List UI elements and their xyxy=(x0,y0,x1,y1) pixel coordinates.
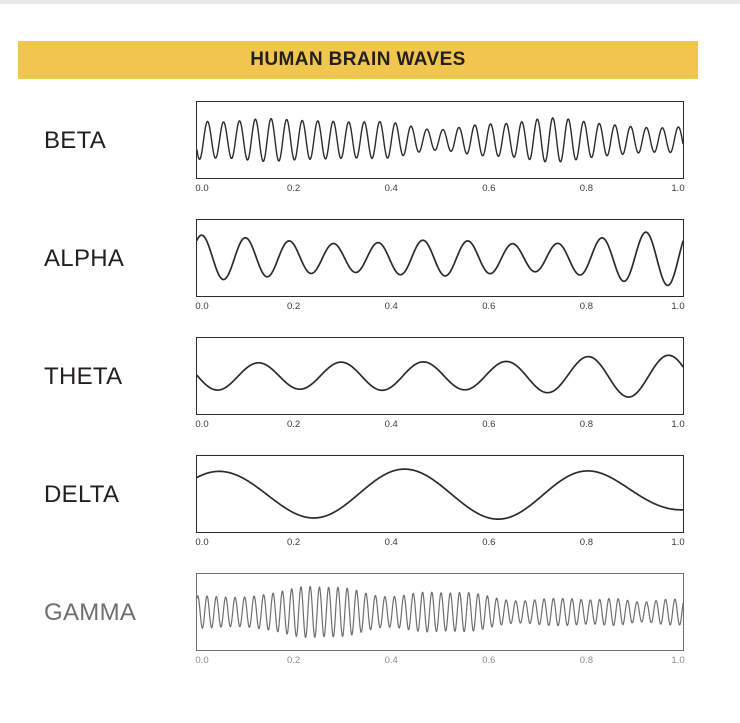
wave-plot-alpha xyxy=(196,219,684,297)
wave-row xyxy=(0,447,740,565)
axis-tick: 0.8 xyxy=(579,537,593,548)
wave-axis xyxy=(196,183,684,199)
wave-list xyxy=(0,93,740,683)
axis-tick: 0.0 xyxy=(195,655,209,666)
axis-tick: 0.0 xyxy=(195,183,209,194)
axis-tick: 0.4 xyxy=(384,655,398,666)
axis-tick: 1.0 xyxy=(671,537,685,548)
axis-tick: 0.2 xyxy=(286,537,301,548)
axis-tick: 0.4 xyxy=(384,419,398,430)
axis-tick: 0.2 xyxy=(286,655,301,666)
wave-label-beta: BETA xyxy=(44,127,107,154)
axis-tick: 0.0 xyxy=(195,537,209,548)
wave-axis xyxy=(196,655,684,671)
top-divider xyxy=(0,0,740,4)
axis-tick: 0.0 xyxy=(195,301,209,312)
axis-tick: 0.2 xyxy=(286,419,301,430)
wave-plot-theta xyxy=(196,337,684,415)
axis-tick: 0.6 xyxy=(482,301,496,312)
wave-row xyxy=(0,329,740,447)
axis-tick: 0.8 xyxy=(579,183,593,194)
wave-label-theta: THETA xyxy=(44,363,123,390)
axis-tick: 0.4 xyxy=(384,537,398,548)
wave-row xyxy=(0,211,740,329)
axis-tick: 0.8 xyxy=(579,301,593,312)
axis-tick: 1.0 xyxy=(671,183,685,194)
axis-tick: 1.0 xyxy=(671,301,685,312)
axis-tick: 0.6 xyxy=(482,655,496,666)
wave-plot-delta xyxy=(196,455,684,533)
wave-label-gamma: GAMMA xyxy=(44,599,137,626)
axis-tick: 0.6 xyxy=(482,537,496,548)
wave-row xyxy=(0,93,740,211)
axis-tick: 1.0 xyxy=(671,655,685,666)
wave-axis xyxy=(196,301,684,317)
wave-label-delta: DELTA xyxy=(44,481,120,508)
wave-axis xyxy=(196,419,684,435)
axis-tick: 1.0 xyxy=(671,419,685,430)
axis-tick: 0.6 xyxy=(482,419,496,430)
title-banner xyxy=(18,41,698,79)
wave-plot-gamma xyxy=(196,573,684,651)
wave-plot-beta xyxy=(196,101,684,179)
wave-axis xyxy=(196,537,684,553)
axis-tick: 0.2 xyxy=(286,301,301,312)
axis-tick: 0.8 xyxy=(579,655,593,666)
axis-tick: 0.8 xyxy=(579,419,593,430)
axis-tick: 0.2 xyxy=(286,183,301,194)
axis-tick: 0.4 xyxy=(384,301,398,312)
axis-tick: 0.0 xyxy=(195,419,209,430)
axis-tick: 0.4 xyxy=(384,183,398,194)
wave-row xyxy=(0,565,740,683)
page-title: HUMAN BRAIN WAVES xyxy=(250,49,466,70)
axis-tick: 0.6 xyxy=(482,183,496,194)
wave-label-alpha: ALPHA xyxy=(44,245,125,272)
